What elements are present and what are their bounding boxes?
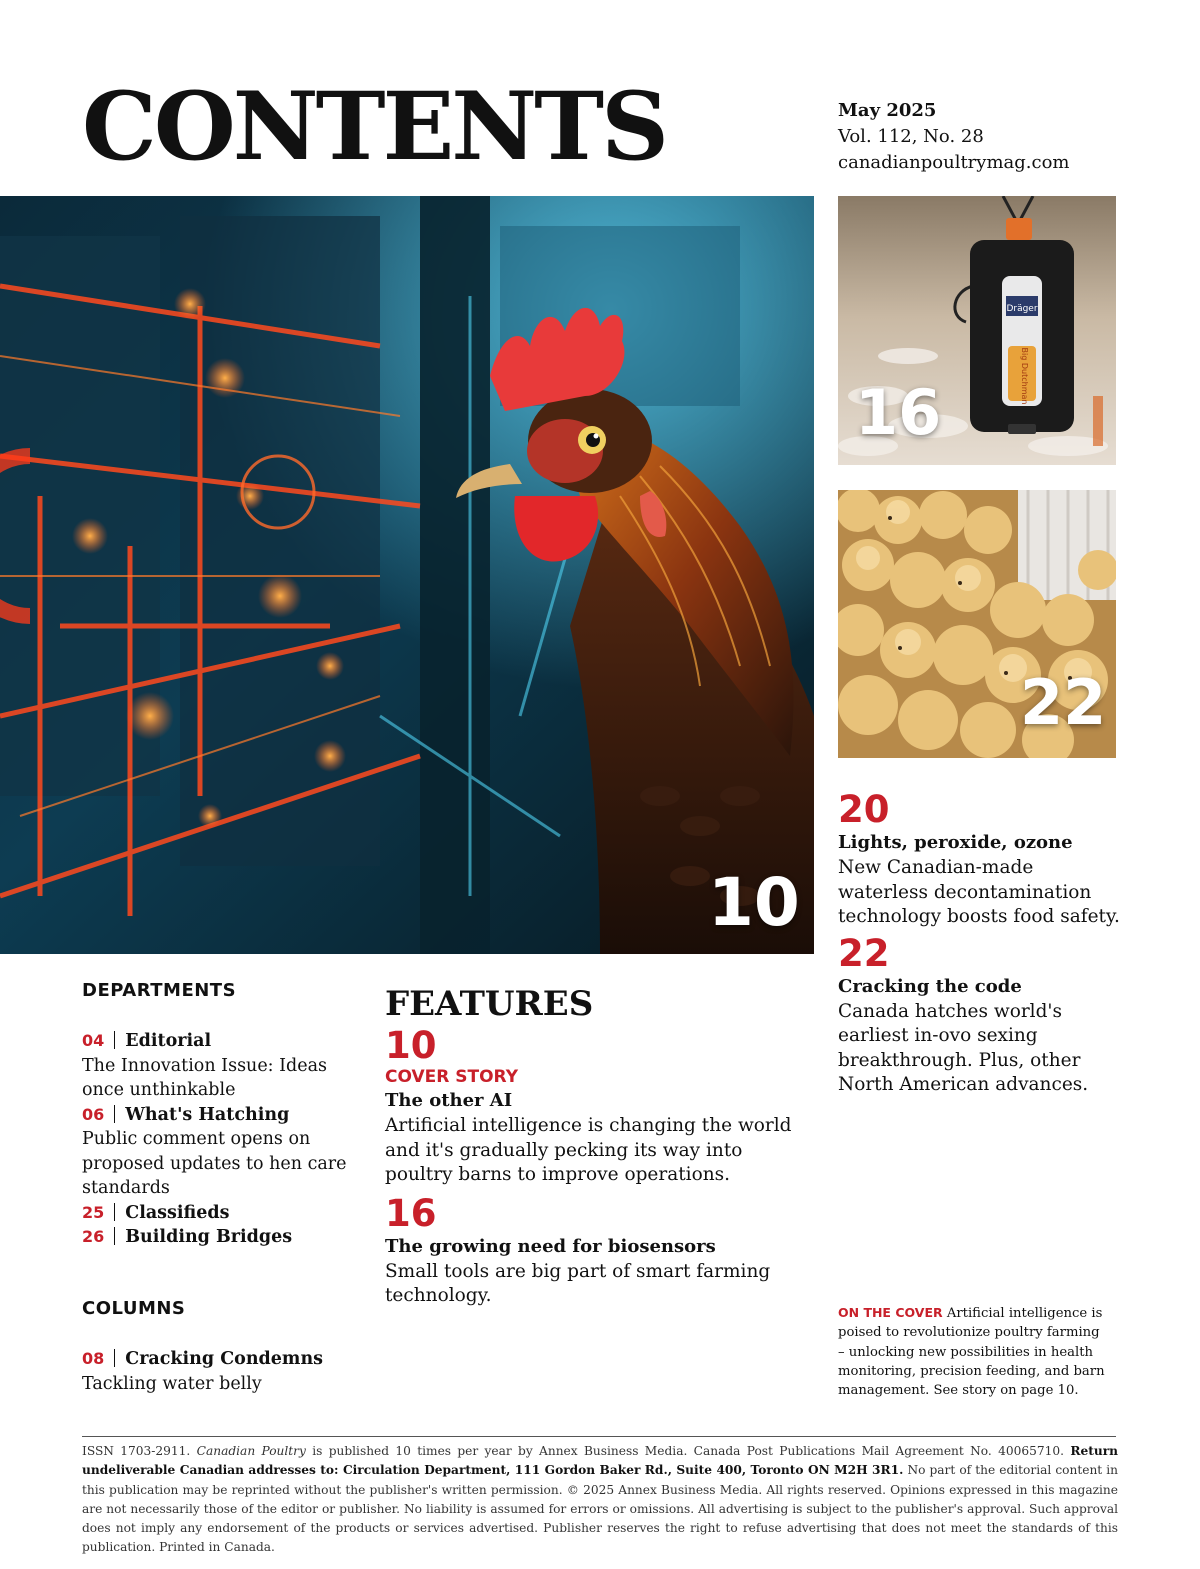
issue-date: May 2025 [838,100,937,121]
cover-story-image[interactable] [0,196,814,954]
hero-page-number: 10 [708,864,800,941]
department-page: 26 [82,1227,105,1246]
columns-section [82,1298,362,1396]
feature-description: Artificial intelligence is changing the world and it's gradually pecking its way into poultry barns to improve operations. [385,1115,792,1185]
feature-page-number: 22 [838,931,890,975]
legal-disclaimer: No part of the editorial content in this publication may be reprinted without the publisher's written permission. © 2025 Annex Business Media. All rights reserved. Opinions expressed in this magazine are not necessarily those of the editor or publisher. No liability is assumed for errors or omissions. All advertising is subject to the publisher's approval. Such approval does not imply any endorsement of the products or services advertised. Publisher reserves the right to refuse advertising that does not meet the standards of this publication. Printed in Canada. [82,1463,1119,1555]
device-brand-label: Dräger [1006,304,1038,314]
legal-issn: ISSN 1703-2911. [82,1444,191,1458]
column-description: Tackling water belly [82,1373,262,1394]
footer-divider [82,1436,1116,1437]
cover-story-kicker: COVER STORY [385,1067,519,1087]
chicks-page-number: 22 [1020,666,1107,739]
departments-section [82,980,362,1250]
features-section [385,984,815,1309]
department-title: Editorial [125,1031,212,1051]
feature-page-number: 16 [385,1191,437,1235]
side-feature-item[interactable] [838,931,1128,1098]
on-the-cover-note [838,1303,1108,1400]
feature-title: The other AI [385,1090,513,1111]
page-title: CONTENTS [82,72,666,182]
device-product-label: Big Dutchman [1020,347,1029,405]
feature-title: Cracking the code [838,975,1022,997]
issue-volume: Vol. 112, No. 28 [838,126,984,147]
biosensor-page-number: 16 [855,376,942,449]
department-description: Public comment opens on proposed updates to hen care standards [82,1129,347,1198]
column-title: Cracking Condemns [125,1349,324,1369]
feature-description: Canada hatches world's earliest in-ovo sexing breakthrough. Plus, other North American advances. [838,1000,1089,1095]
on-the-cover-label: ON THE COVER [838,1305,943,1320]
legal-return-address: Return undeliverable Canadian addresses to: Circulation Department, 111 Gordon Baker Rd., Suite 400, Toronto ON M2H 3R1. [82,1444,1118,1478]
features-heading: FEATURES [385,984,594,1024]
department-item[interactable] [82,1225,362,1250]
department-page: 04 [82,1031,105,1050]
rooster-tech-illustration [0,196,814,954]
legal-publisher: is published 10 times per year by Annex Business Media. Canada Post Publications Mail Agreement No. 40065710. [312,1444,1065,1458]
department-title: Classifieds [125,1202,230,1223]
department-description: The Innovation Issue: Ideas once unthinkable [82,1055,328,1100]
feature-page-number: 20 [838,788,890,831]
departments-heading: DEPARTMENTS [82,980,237,1001]
feature-item[interactable] [385,1191,815,1309]
department-title: Building Bridges [125,1227,293,1247]
department-page: 25 [82,1202,105,1222]
feature-page-number: 10 [385,1024,437,1067]
department-item[interactable] [82,1201,362,1226]
biosensor-image[interactable] [838,196,1116,465]
on-the-cover-text: Artificial intelligence is poised to revolutionize poultry farming – unlocking new possibilities in health monitoring, precision feeding, and barn management. See story on page 10. [838,1306,1105,1399]
department-item[interactable] [82,1103,362,1201]
legal-magazine-name: Canadian Poultry [196,1444,306,1458]
side-features [838,790,1128,1098]
feature-description: New Canadian-made waterless decontamination technology boosts food safety. [838,857,1120,927]
department-item[interactable] [82,1029,362,1103]
columns-heading: COLUMNS [82,1298,186,1319]
side-feature-item[interactable] [838,790,1128,930]
feature-item[interactable] [385,1026,815,1188]
feature-title: Lights, peroxide, ozone [838,832,1073,853]
feature-title: The growing need for biosensors [385,1235,716,1257]
issue-info [838,98,1070,176]
feature-description: Small tools are big part of smart farming technology. [385,1260,771,1306]
column-item[interactable] [82,1347,362,1396]
website-link[interactable]: canadianpoultrymag.com [838,152,1070,173]
department-title: What's Hatching [125,1104,290,1125]
column-page: 08 [82,1349,105,1368]
chicks-image[interactable] [838,490,1116,758]
legal-notice [82,1442,1118,1558]
department-page: 06 [82,1104,105,1124]
